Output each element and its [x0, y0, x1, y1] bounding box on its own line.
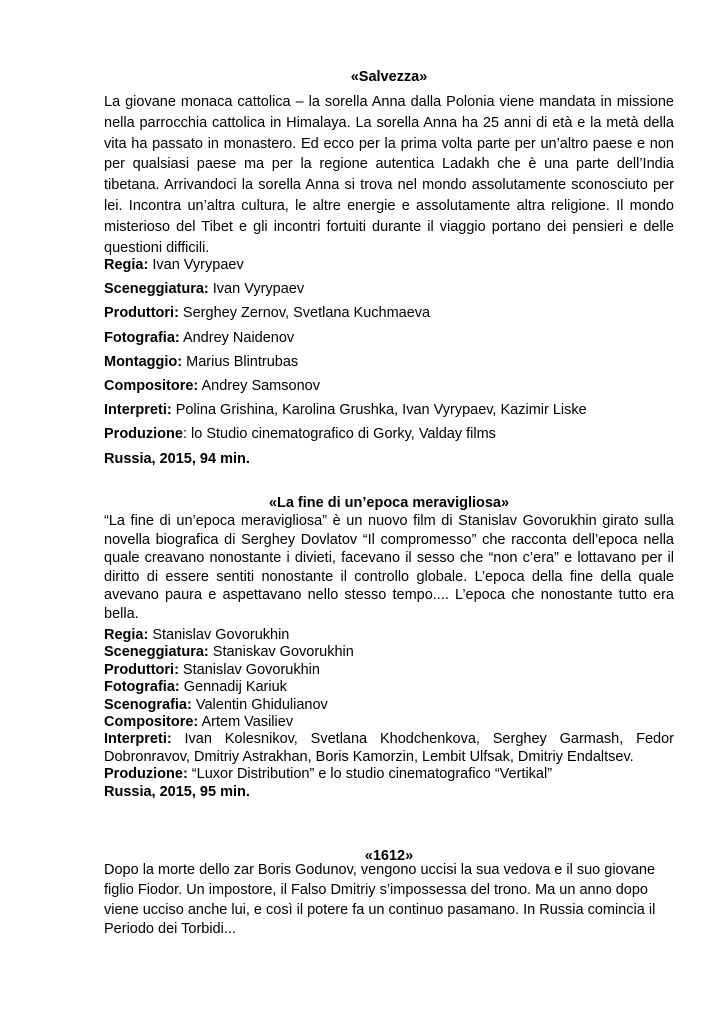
film-description: La giovane monaca cattolica – la sorella Anna dalla Polonia viene mandata in missione nella parrocchia cattolica in Himalaya. La sorella Anna ha 25 anni di età e la metà della vita ha passato in monastero. Ed ecco per la prima volta parte per un’altro paese e non per qualsiasi paese ma per la regione autentica Ladakh che è una parte dell’India tibetana. Arrivandoci la sorella Anna si trova nel mondo assolutamente sconosciuto per lei. Incontra un’altra cultura, le altre energie e assolutamente altra religione. Il mondo misterioso del Tibet e gli incontri fortuiti durante il viaggio portano dei pensieri e delle questioni difficili.: [104, 94, 674, 256]
credit-value: Andrey Naidenov: [179, 329, 295, 346]
credit-produzione: [104, 422, 674, 446]
credit-value: Stanislav Govorukhin: [148, 627, 290, 643]
credit-fotografia: [104, 326, 674, 350]
credit-compositore: [104, 374, 674, 398]
credit-label: Sceneggiatura:: [104, 644, 209, 661]
film-title: «Salvezza»: [350, 69, 428, 85]
credit-interpreti: [104, 398, 674, 422]
credit-label: Sceneggiatura:: [104, 281, 209, 298]
credit-label: Compositore:: [104, 377, 199, 394]
credit-sceneggiatura: [104, 277, 674, 301]
credit-sceneggiatura: [104, 644, 674, 661]
credit-label: Produttori:: [104, 305, 179, 322]
credit-label: Compositore:: [104, 714, 199, 731]
credit-value: : lo Studio cinematografico di Gorky, Valday films: [182, 426, 496, 443]
film-title: «La fine di un’epoca meravigliosa»: [268, 495, 510, 511]
credit-regia: [104, 253, 674, 277]
credit-fotografia: [104, 679, 674, 696]
credit-scenografia: [104, 697, 674, 714]
credit-value: Stanislav Govorukhin: [178, 661, 320, 678]
film-credits: [104, 253, 674, 471]
credit-label: Produzione:: [104, 766, 188, 783]
credit-value: Ivan Kolesnikov, Svetlana Khodchenkova, Serghey Garmash, Fedor Dobronravov, Dmitriy Astrakhan, Boris Kamorzin, Lembit Ulfsak, Dmitriy Endaltsev.: [104, 731, 674, 765]
credit-label: Fotografia:: [104, 679, 180, 696]
credit-label: Fotografia:: [104, 329, 180, 346]
credit-value: Ivan Vyrypaev: [208, 281, 305, 298]
credit-label: Scenografia:: [104, 696, 192, 713]
credit-label: Interpreti:: [104, 402, 172, 419]
credit-label: Interpreti:: [104, 731, 172, 748]
credit-label: Produzione: [104, 426, 183, 443]
credit-value: Valentin Ghidulianov: [191, 696, 328, 713]
credit-label: Montaggio:: [104, 353, 183, 370]
credit-value: Marius Blintrubas: [182, 353, 299, 370]
credit-interpreti: [104, 731, 674, 766]
credit-label: Regia:: [104, 627, 149, 643]
credit-regia: [104, 627, 674, 644]
credit-compositore: [104, 714, 674, 731]
film-country-year-duration: Russia, 2015, 94 min.: [104, 450, 250, 467]
film-description: “La fine di un’epoca meravigliosa” è un nuovo film di Stanislav Govorukhin girato sulla novella biografica di Serghey Dovlatov “Il compromesso” che racconta dell’epoca nella quale creavano nonostante i divieti, facevano il sesso che “non c’era” e lottavano per il diritto di essere sentiti nonostante il controllo globale. L’epoca della fine della quale avevano paura e aspettavano nello stesso tempo.... L’epoca che nonostante tutto era bella.: [104, 513, 674, 622]
credit-value: Ivan Vyrypaev: [148, 257, 244, 273]
credit-value: Serghey Zernov, Svetlana Kuchmaeva: [178, 305, 431, 322]
credit-montaggio: [104, 350, 674, 374]
film-country-year-duration: Russia, 2015, 95 min.: [104, 783, 250, 800]
credit-value: Andrey Samsonov: [198, 377, 320, 394]
credit-value: Artem Vasiliev: [198, 714, 294, 731]
credit-value: Polina Grishina, Karolina Grushka, Ivan Vyrypaev, Kazimir Liske: [171, 402, 587, 419]
credit-produttori: [104, 662, 674, 679]
credit-label: Regia:: [104, 257, 149, 273]
film-credits: [104, 627, 674, 801]
credit-value: Gennadij Kariuk: [179, 679, 287, 696]
credit-value: “Luxor Distribution” e lo studio cinematografico “Vertikal”: [187, 766, 553, 783]
film-title: «1612»: [364, 848, 414, 864]
credit-produttori: [104, 301, 674, 325]
credit-value: Staniskav Govorukhin: [208, 644, 354, 661]
film-description: Dopo la morte dello zar Boris Godunov, vengono uccisi la sua vedova e il suo giovane figlio Fiodor. Un impostore, il Falso Dmitriy s’impossessa del trono. Ma un anno dopo viene ucciso anche lui, e così il potere fa un continuo pasamano. In Russia comincia il Periodo dei Torbidi...: [104, 862, 656, 938]
credit-produzione: [104, 766, 674, 783]
credit-label: Produttori:: [104, 661, 179, 678]
